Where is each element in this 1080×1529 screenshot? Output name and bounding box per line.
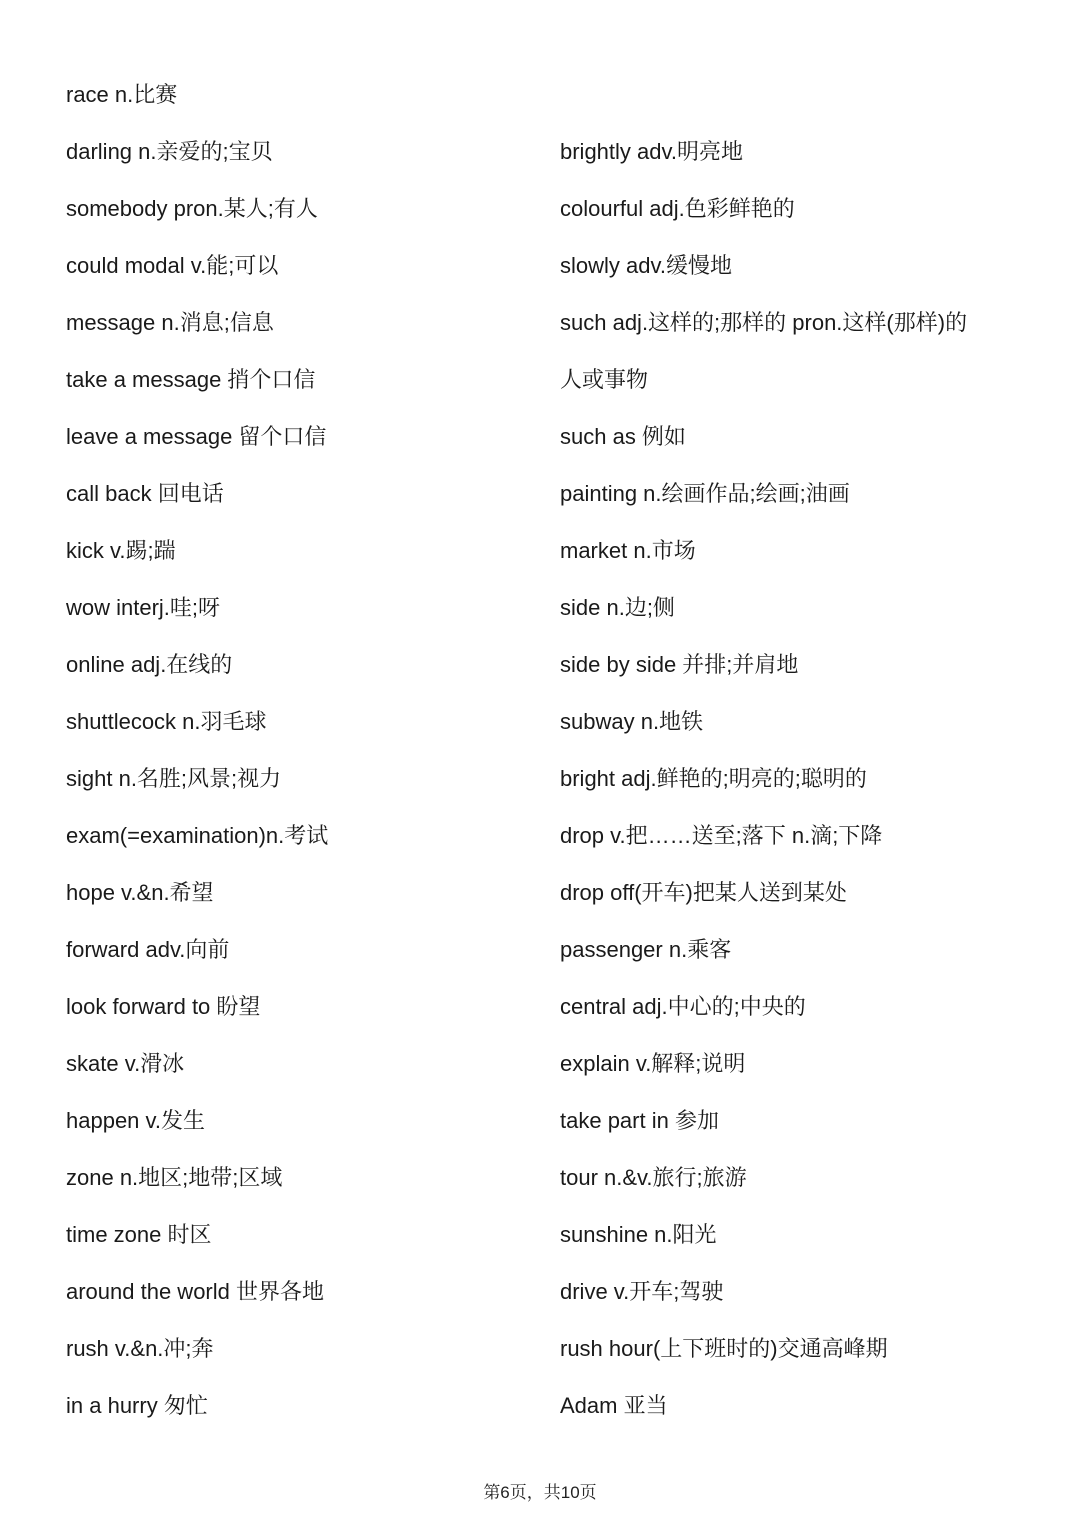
vocab-entry: zone n.地区;地带;区域 [66,1165,283,1190]
vocab-entry: shuttlecock n.羽毛球 [66,709,267,734]
vocab-entry: sunshine n.阳光 [560,1222,717,1247]
vocab-entry: online adj.在线的 [66,652,233,677]
vocab-entry: darling n.亲爱的;宝贝 [66,139,273,164]
page-number: 第6页，共10页 [483,1483,597,1502]
vocab-entry: somebody pron.某人;有人 [66,196,318,221]
vocab-entry: slowly adv.缓慢地 [560,253,732,278]
vocab-entry: brightly adv.明亮地 [560,139,743,164]
vocab-entry: kick v.踢;踹 [66,538,176,563]
vocab-entry: drive v.开车;驾驶 [560,1279,724,1304]
vocab-entry: could modal v.能;可以 [66,253,279,278]
vocab-entry-continuation: 人或事物 [560,367,649,392]
vocab-entry: skate v.滑冰 [66,1051,185,1076]
vocab-entry: in a hurry 匆忙 [66,1393,208,1418]
vocab-entry: explain v.解释;说明 [560,1051,746,1076]
vocab-entry: hope v.&n.希望 [66,880,214,905]
vocab-entry: happen v.发生 [66,1108,206,1133]
vocab-entry: race n.比赛 [66,82,178,107]
vocab-entry: leave a message 留个口信 [66,424,327,449]
vocab-entry: rush v.&n.冲;奔 [66,1336,214,1361]
left-vocabulary-column [66,76,536,1444]
vocab-entry: tour n.&v.旅行;旅游 [560,1165,747,1190]
vocab-entry: such adj.这样的;那样的 pron.这样(那样)的 [560,310,968,335]
vocab-entry: side n.边;侧 [560,595,675,620]
vocab-entry: market n.市场 [560,538,696,563]
vocab-entry: look forward to 盼望 [66,994,261,1019]
vocab-entry: exam(=examination)n.考试 [66,823,329,848]
vocab-entry: central adj.中心的;中央的 [560,994,806,1019]
vocab-entry: sight n.名胜;风景;视力 [66,766,282,791]
vocab-entry: forward adv.向前 [66,937,230,962]
vocab-entry: rush hour(上下班时的)交通高峰期 [560,1336,888,1361]
vocab-entry: side by side 并排;并肩地 [560,652,799,677]
vocab-entry: message n.消息;信息 [66,310,274,335]
vocab-entry: painting n.绘画作品;绘画;油画 [560,481,850,506]
vocab-entry: take part in 参加 [560,1108,719,1133]
vocab-entry: Adam 亚当 [560,1393,668,1418]
vocab-entry: subway n.地铁 [560,709,704,734]
vocab-entry: passenger n.乘客 [560,937,732,962]
vocab-entry: drop v.把……送至;落下 n.滴;下降 [560,823,883,848]
right-vocabulary-column [560,133,1030,1444]
vocab-entry: wow interj.哇;呀 [66,595,221,620]
vocab-entry: take a message 捎个口信 [66,367,316,392]
vocab-entry: colourful adj.色彩鲜艳的 [560,196,795,221]
vocab-entry: call back 回电话 [66,481,224,506]
vocab-entry: around the world 世界各地 [66,1279,324,1304]
vocab-entry: time zone 时区 [66,1222,212,1247]
vocab-entry: such as 例如 [560,424,686,449]
vocab-entry: drop off(开车)把某人送到某处 [560,880,847,905]
vocab-entry: bright adj.鲜艳的;明亮的;聪明的 [560,766,867,791]
